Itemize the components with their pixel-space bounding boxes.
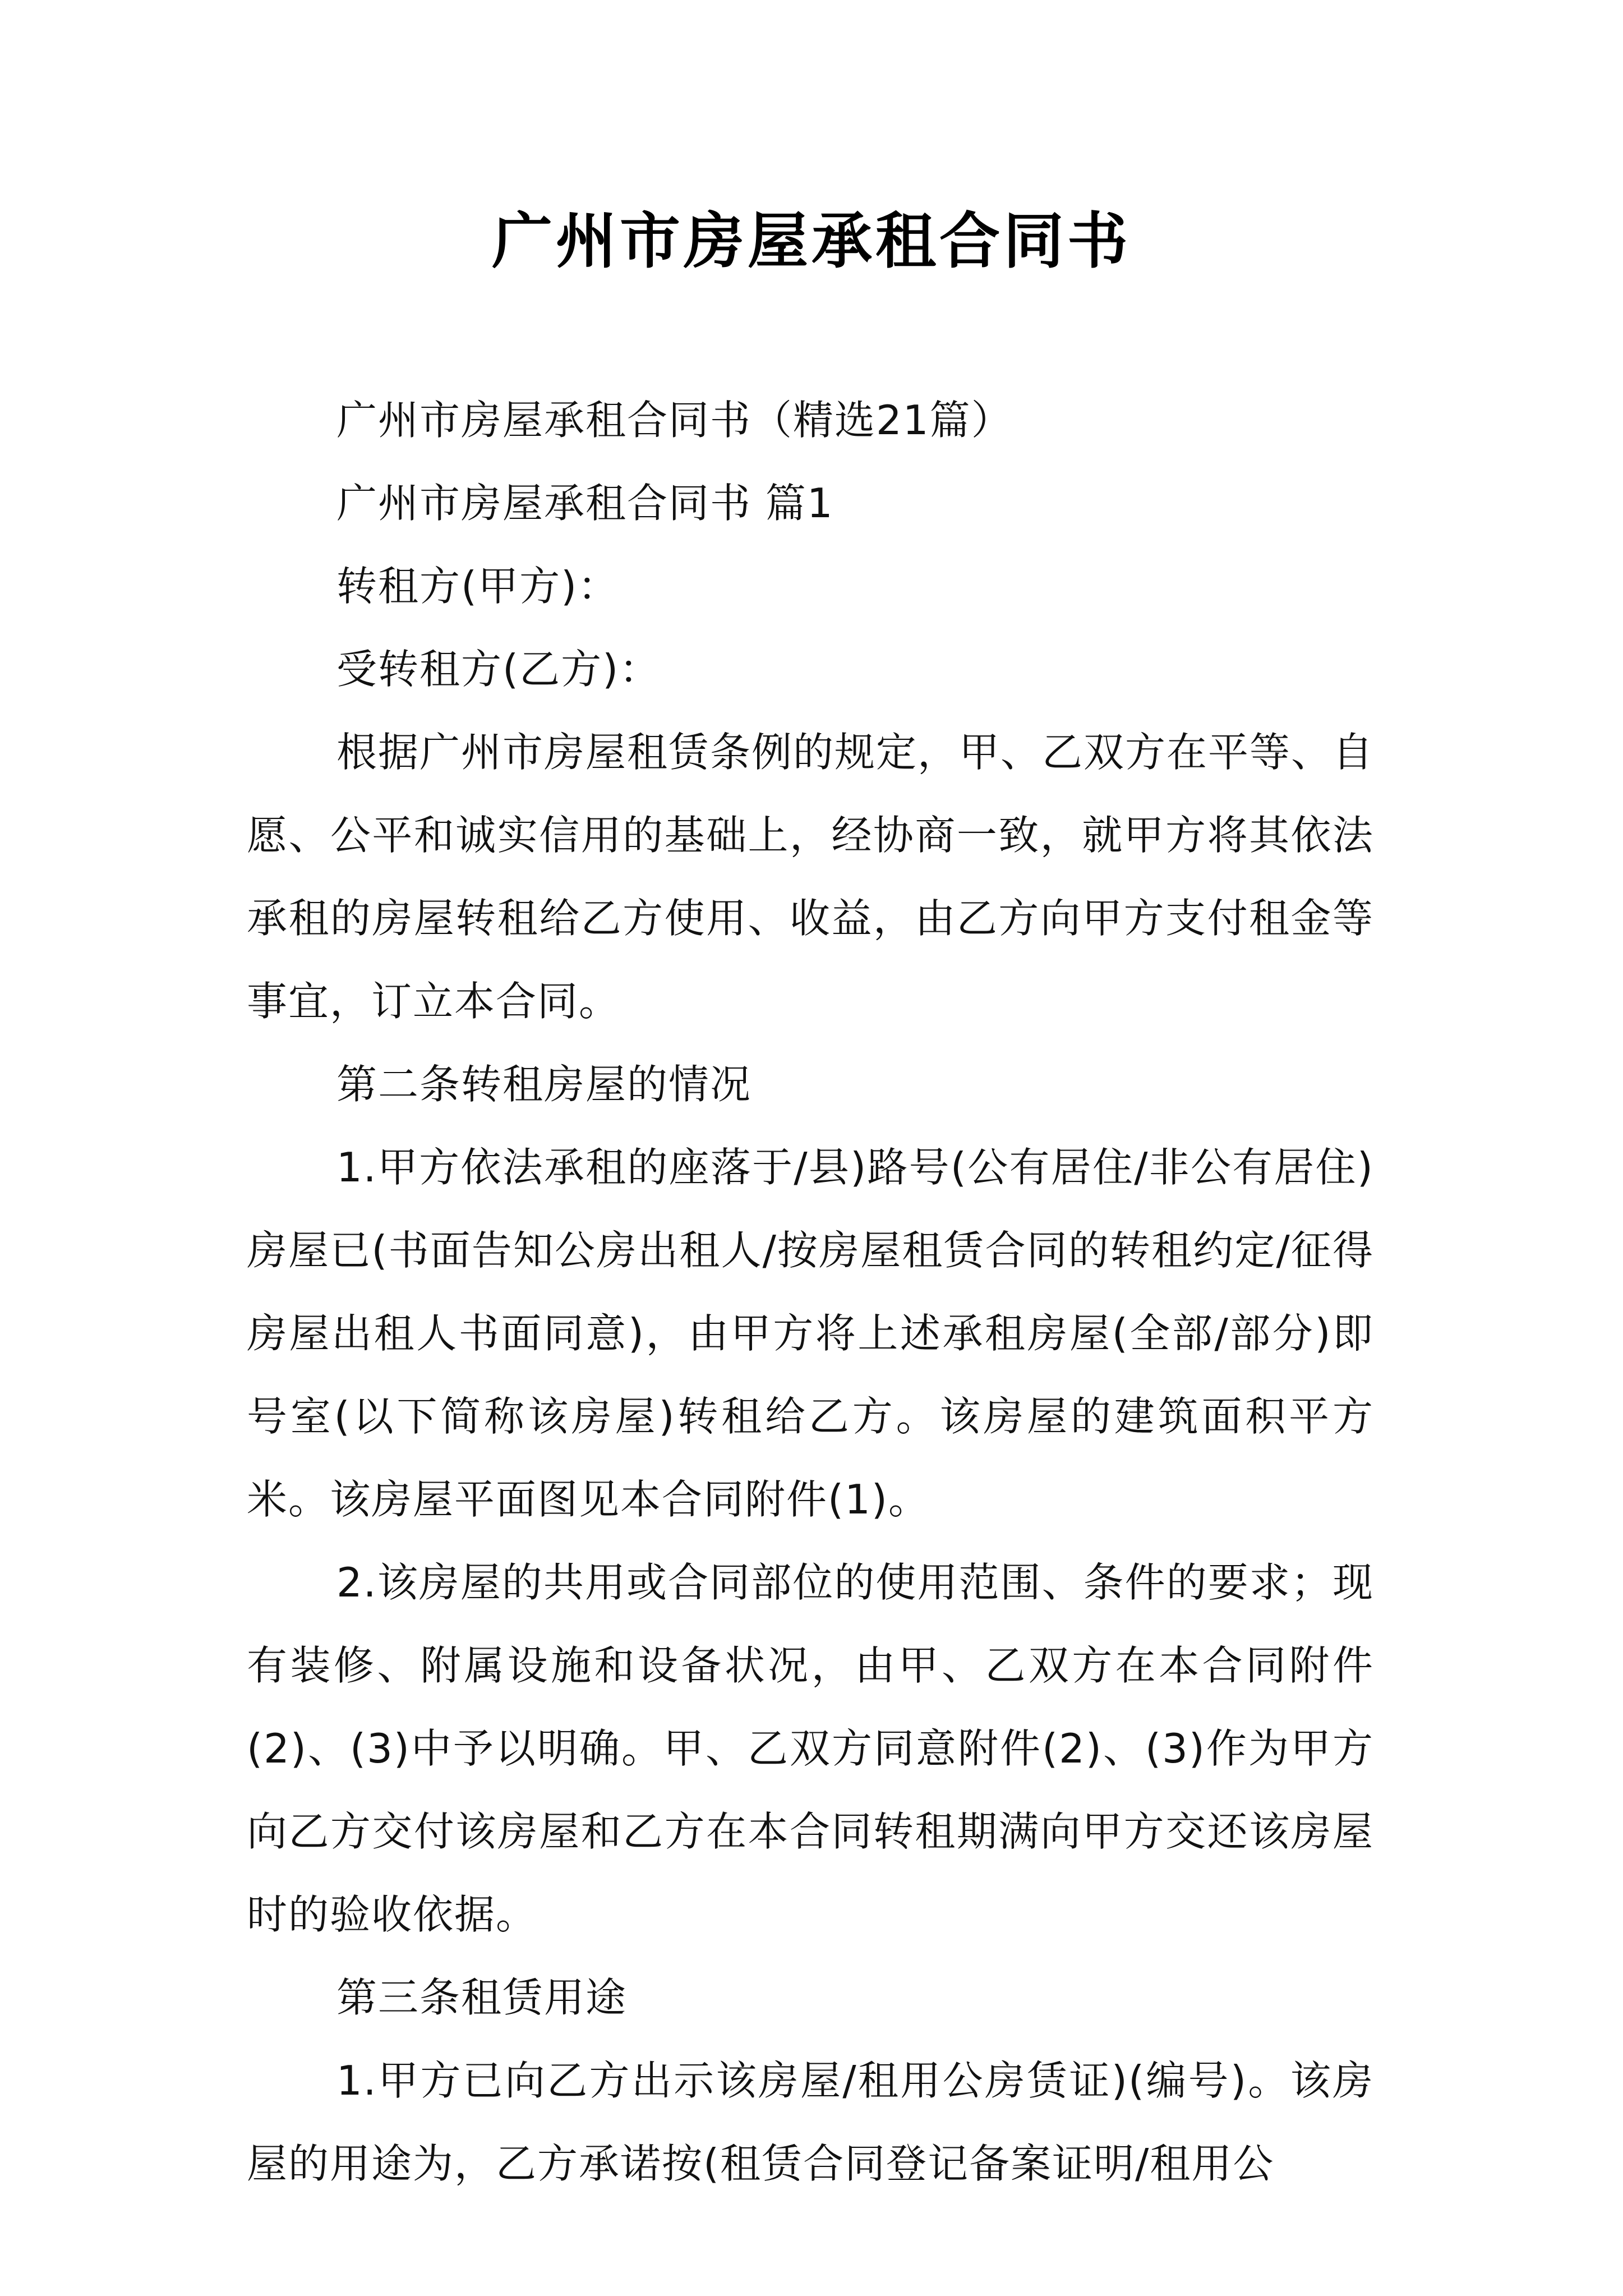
subtitle-line: 广州市房屋承租合同书（精选21篇） <box>336 397 1013 444</box>
article-heading: 第三条租赁用途 <box>336 1974 628 2021</box>
clause-paragraph: 2.该房屋的共用或合同部位的使用范围、条件的要求；现有装修、附属设施和设备状况，由甲、乙双方在本合同附件(2)、(3)中予以明确。甲、乙双方同意附件(2)、(3)作为甲方向乙方交付该房屋和乙方在本合同转租期满向甲方交还该房屋时的验收依据。 <box>247 1559 1374 1938</box>
article-heading: 第二条转租房屋的情况 <box>336 1061 752 1108</box>
clause-paragraph: 1.甲方已向乙方出示该房屋/租用公房赁证)(编号)。该房屋的用途为，乙方承诺按(租赁合同登记备案证明/租用公 <box>247 2057 1374 2187</box>
document-body <box>247 379 1374 2205</box>
clause-paragraph: 1.甲方依法承租的座落于/县)路号(公有居住/非公有居住)房屋已(书面告知公房出租人/按房屋租赁合同的转租约定/征得房屋出租人书面同意)，由甲方将上述承租房屋(全部/部分)即号室(以下简称该房屋)转租给乙方。该房屋的建筑面积平方米。该房屋平面图见本合同附件(1)。 <box>247 1144 1374 1523</box>
document-title: 广州市房屋承租合同书 <box>491 206 1131 277</box>
party-b-line: 受转租方(乙方)： <box>336 646 661 693</box>
section-heading: 广州市房屋承租合同书 篇1 <box>336 480 834 527</box>
preamble-paragraph: 根据广州市房屋租赁条例的规定，甲、乙双方在平等、自愿、公平和诚实信用的基础上，经协商一致，就甲方将其依法承租的房屋转租给乙方使用、收益，由乙方向甲方支付租金等事宜，订立本合同。 <box>247 729 1375 1025</box>
party-a-line: 转租方(甲方)： <box>336 563 620 610</box>
